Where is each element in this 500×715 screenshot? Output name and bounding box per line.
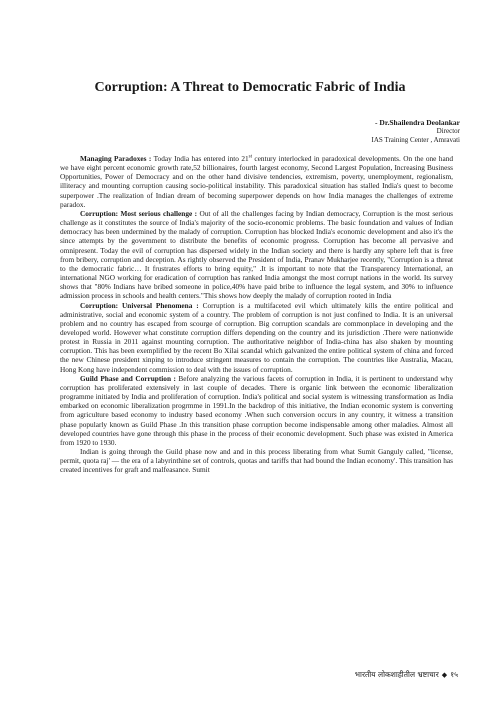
author-block <box>200 118 460 145</box>
paragraph-text: century interlocked in paradoxical developments. On the one hand we have eight percent economic growth rate,52 billionaires, fourth largest economy, Second Largest Population, Increasing Business Opportunities, Power of Democracy and on the other hand divisive tendencies, extremism, poverty, unemployment, regionalism, illiteracy and mounting corruption causing socio-political instability. This paradoxical situation has stalled India's quest to become superpower .The realization of Indian dream of becoming superpower depends on how India manages the challenges of extreme paradox. <box>60 154 453 209</box>
paragraph-text: Today India has entered into 21 <box>151 154 249 163</box>
article-title: Corruption: A Threat to Democratic Fabric of India <box>94 80 406 95</box>
author-name: - Dr.Shailendra Deolankar <box>375 118 460 127</box>
paragraph-managing-paradoxes <box>60 154 453 209</box>
paragraph-heading: Corruption: Most serious challenge : <box>80 208 198 218</box>
paragraph-heading: Corruption: Universal Phenomena : <box>80 300 199 310</box>
author-affiliation: IAS Training Center , Amravati <box>371 136 460 144</box>
paragraph-most-serious-challenge <box>60 209 453 301</box>
page-footer <box>355 670 458 680</box>
journal-title: भारतीय लोकशाहीतील भ्रष्टाचार <box>354 670 439 679</box>
paragraph-text: Indian is going through the Guild phase now and and in this process liberating from what Sumit Ganguly called, "license, permit, quota raj' — the era of a labyrinthine set of controls, quotas and tariffs that had bound the Indian economy'. This transition has created incentives for graft and malfeasance. Sumit <box>60 447 453 475</box>
author-designation: Director <box>436 127 460 135</box>
diamond-icon: ◆ <box>441 671 448 679</box>
superscript-ordinal: st <box>248 154 252 160</box>
paragraph-guild-phase <box>60 374 453 447</box>
paragraph-guild-phase-continued <box>60 447 453 474</box>
page-number: १५ <box>450 670 458 679</box>
paragraph-text: Corruption is a multifaceted evil which ultimately kills the entire political and administrative, social and economic system of a country. The problem of corruption is not just confined to India. It is an universal problem and no country has escaped from scourge of corruption. Big corruption scandals are commonplace in developing and the developed world. However what constitute corruption differs depending on the country and its jurisdiction .There were nationwide protest in Russia in 2011 against mounting corruption. The authoritative neighbor of India-china has also shaken by mounting corruption. This has been exemplified by the recent Bo Xilai scandal which galvanized the entire political system of china and forced the new Chinese president xinping to introduce stringent measures to contain the corruption. The countries like Australia, Macau, Hong Kong have independent commission to deal with the issues of corruption. <box>60 300 453 374</box>
paragraph-universal-phenomena <box>60 301 453 374</box>
paragraph-heading: Guild Phase and Corruption : <box>80 373 176 383</box>
paragraph-heading: Managing Paradoxes : <box>80 154 152 163</box>
paragraph-text: Out of all the challenges facing by Indian democracy, Corruption is the most serious challenge as it constitutes the source of India's majority of the socio-economic problems. The basic foundation and values of Indian democracy has been undermined by the malady of corruption. Corruption has blocked India's economic development and also it's the since attempts by the government to distribute the benefits of economic progress. Corruption has become all pervasive and omnipresent. Today the evil of corruption has dispersed widely in the Indian society and there is hardly any sphere left that is free from bribery, corruption and deception. As rightly observed the President of India, Pranav Mukharjee recently, "Corruption is a threat to the democratic fabric… It frustrates efforts to bring equity," .It is important to note that the Transparency International, an international NGO working for eradication of corruption has ranked India amongst the most corrupt nations in the world. Its survey shows that "80% Indians have bribed someone in police,40% have paid bribe to influence the legal system, and 30% to influence admission process in schools and health centers."This shows how deeply the malady of corruption rooted in India <box>60 208 454 301</box>
article-body <box>60 154 453 474</box>
paragraph-text: Before analyzing the various facets of corruption in India, it is pertinent to understand why corruption has proliferated extensively in last couple of decades. There is organic link between the economic liberalization programme initiated by India and proliferation of corruption. India's political and social system is witnessing transformation as India embarked on economic liberalization progrmme in 1991.In the backdrop of this initiative, the Indian economic system is converting from agriculture based economy to industry based economy .When such conversion occurs in any country, it witness a transition phase popularly known as Guild Phase .In this transition phase corruption become indispensable among other maladies. Almost all developed countries have gone through this phase in the process of their economic development. Such phase was existed in America from 1920 to 1930. <box>60 373 453 447</box>
